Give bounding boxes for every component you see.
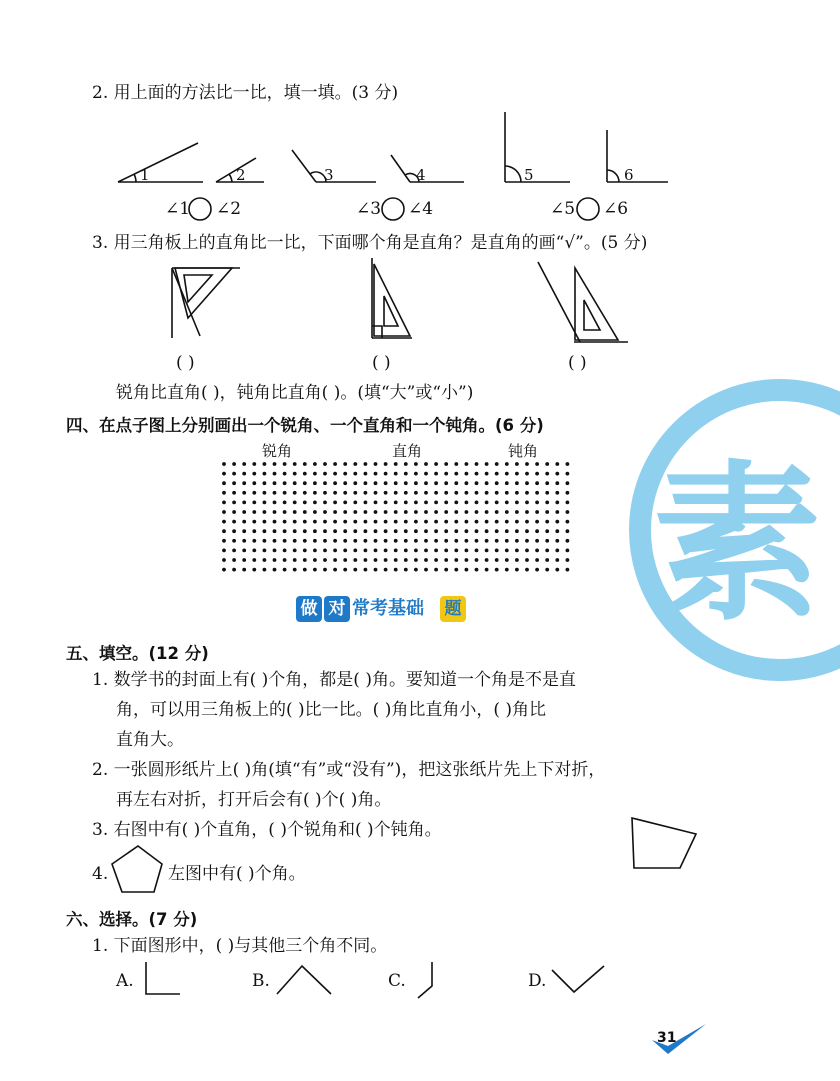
compare-left-2: ∠3 bbox=[356, 199, 382, 219]
option-a-label[interactable]: A. bbox=[116, 971, 134, 991]
q3-bracket-1[interactable]: ( ) bbox=[176, 353, 195, 373]
sec5-title: 五、填空。(12 分) bbox=[66, 644, 209, 663]
sec5-q3: 3. 右图中有( )个直角，( )个锐角和( )个钝角。 bbox=[92, 820, 442, 840]
sec5-q1-line3: 直角大。 bbox=[116, 730, 184, 750]
sec5-q2-line1: 2. 一张圆形纸片上( )角(填“有”或“没有”)，把这张纸片先上下对折， bbox=[92, 760, 606, 780]
sec4-label-obtuse: 钝角 bbox=[508, 442, 539, 460]
sec4-label-acute: 锐角 bbox=[262, 442, 293, 460]
sec6-q1: 1. 下面图形中，( )与其他三个角不同。 bbox=[92, 936, 388, 956]
compare-left-3: ∠5 bbox=[550, 199, 576, 219]
angle-label-1: 1 bbox=[140, 166, 150, 184]
option-b-label[interactable]: B. bbox=[252, 971, 270, 991]
angle-label-2: 2 bbox=[236, 166, 246, 184]
sec5-q4: 左图中有( )个角。 bbox=[168, 864, 306, 884]
option-d-label[interactable]: D. bbox=[528, 971, 547, 991]
q3-fill: 锐角比直角( )，钝角比直角( )。(填“大”或“小”) bbox=[116, 383, 474, 403]
banner-char-1: 做 bbox=[296, 596, 322, 622]
q3-bracket-3[interactable]: ( ) bbox=[568, 353, 587, 373]
q3-title: 3. 用三角板上的直角比一比，下面哪个角是直角？是直角的画“√”。(5 分) bbox=[92, 233, 648, 253]
angle-label-6: 6 bbox=[624, 166, 634, 184]
banner-mid: 常考基础 bbox=[352, 598, 424, 619]
q2-title: 2. 用上面的方法比一比，填一填。(3 分) bbox=[92, 83, 399, 103]
sec4-label-right: 直角 bbox=[392, 442, 423, 460]
option-c-label[interactable]: C. bbox=[388, 971, 406, 991]
watermark-char: 素 bbox=[652, 446, 823, 644]
compare-right-2: ∠4 bbox=[408, 199, 434, 219]
compare-left-1: ∠1 bbox=[165, 199, 191, 219]
angle-label-3: 3 bbox=[324, 166, 334, 184]
page-number: 31 bbox=[657, 1030, 677, 1046]
sec5-q1-line2: 角，可以用三角板上的( )比一比。( )角比直角小，( )角比 bbox=[116, 700, 547, 720]
banner-char-3: 题 bbox=[440, 596, 466, 622]
compare-right-3: ∠6 bbox=[603, 199, 629, 219]
sec6-title: 六、选择。(7 分) bbox=[66, 910, 198, 929]
sec5-q2-line2: 再左右对折，打开后会有( )个( )角。 bbox=[116, 790, 392, 810]
q3-bracket-2[interactable]: ( ) bbox=[372, 353, 391, 373]
sec5-q1-line1: 1. 数学书的封面上有( )个角，都是( )角。要知道一个角是不是直 bbox=[92, 670, 576, 690]
sec4-title: 四、在点子图上分别画出一个锐角、一个直角和一个钝角。(6 分) bbox=[66, 416, 544, 435]
angle-label-5: 5 bbox=[524, 166, 534, 184]
sec5-q4-prefix: 4. bbox=[92, 864, 109, 884]
compare-right-1: ∠2 bbox=[216, 199, 242, 219]
banner-char-2: 对 bbox=[324, 596, 350, 622]
angle-label-4: 4 bbox=[416, 166, 426, 184]
